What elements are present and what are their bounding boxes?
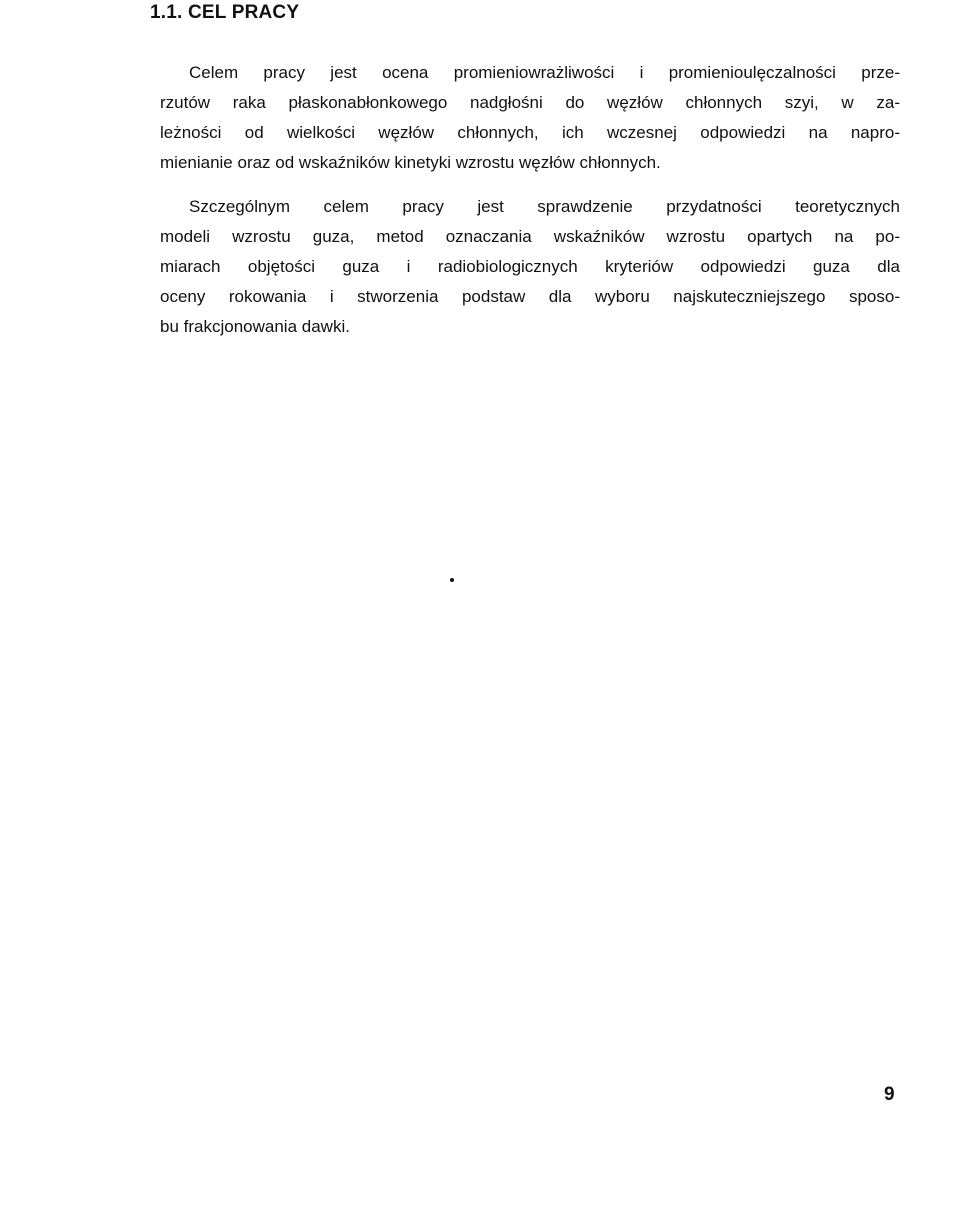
paragraph-1-line-3: leżności od wielkości węzłów chłonnych, ich wczesnej odpowiedzi na napro- xyxy=(160,123,900,142)
section-heading: 1.1. CEL PRACY xyxy=(150,2,300,23)
page-number: 9 xyxy=(884,1084,895,1105)
paragraph-2-line-2: modeli wzrostu guza, metod oznaczania wskaźników wzrostu opartych na po- xyxy=(160,227,900,246)
paragraph-2 xyxy=(160,192,900,342)
paragraph-1-line-1: Celem pracy jest ocena promieniowrażliwości i promienioulęczalności prze- xyxy=(189,63,900,82)
scan-speck xyxy=(450,578,454,582)
paragraph-2-line-3: miarach objętości guza i radiobiologicznych kryteriów odpowiedzi guza dla xyxy=(160,257,900,276)
paragraph-2-line-5: bu frakcjonowania dawki. xyxy=(160,317,350,336)
paragraph-2-line-4: oceny rokowania i stworzenia podstaw dla wyboru najskuteczniejszego sposo- xyxy=(160,287,900,306)
paragraph-1-line-2: rzutów raka płaskonabłonkowego nadgłośni do węzłów chłonnych szyi, w za- xyxy=(160,93,900,112)
paragraph-2-line-1: Szczególnym celem pracy jest sprawdzenie przydatności teoretycznych xyxy=(189,197,900,216)
paragraph-1 xyxy=(160,58,900,178)
paragraph-1-line-4: mienianie oraz od wskaźników kinetyki wzrostu węzłów chłonnych. xyxy=(160,153,661,172)
